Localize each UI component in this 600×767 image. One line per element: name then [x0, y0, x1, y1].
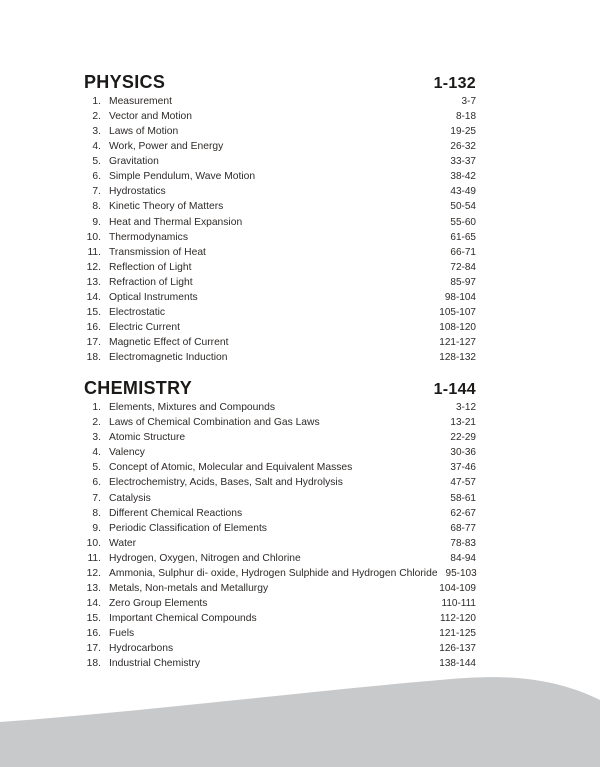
chapter-number: 13.	[86, 276, 101, 288]
section-page-range: 1-132	[433, 75, 476, 92]
chapter-row	[84, 154, 476, 169]
chapter-row	[84, 290, 476, 305]
chapter-number: 5.	[92, 156, 101, 168]
chapter-page-range: 55-60	[450, 216, 476, 228]
chapter-page-range: 78-83	[450, 537, 476, 549]
chapter-page-range: 62-67	[450, 507, 476, 519]
chapter-page-range: 22-29	[450, 432, 476, 444]
chapter-number: 7.	[92, 186, 101, 198]
chapter-title: Simple Pendulum, Wave Motion	[109, 171, 256, 183]
chapter-number: 10.	[86, 537, 101, 549]
chapter-row	[84, 475, 476, 490]
bottom-swoosh-decoration	[0, 667, 600, 767]
chapter-row	[84, 260, 476, 275]
chapter-row	[84, 551, 476, 566]
chapter-title: Hydrostatics	[109, 186, 166, 198]
chapter-number: 7.	[92, 492, 101, 504]
chapter-title: Valency	[109, 447, 145, 459]
chapter-page-range: 85-97	[450, 276, 476, 288]
chapter-title: Laws of Motion	[109, 126, 179, 138]
section-header	[84, 378, 476, 400]
swoosh-shape	[0, 677, 600, 767]
chapter-page-range: 98-104	[444, 291, 476, 303]
chapter-number: 18.	[86, 352, 101, 364]
chapter-number: 6.	[92, 477, 101, 489]
chapter-page-range: 47-57	[450, 477, 476, 489]
chapter-page-range: 112-120	[440, 613, 476, 624]
chapter-title: Metals, Non-metals and Metallurgy	[109, 582, 269, 594]
chapter-number: 15.	[86, 306, 101, 318]
chapter-title: Elements, Mixtures and Compounds	[109, 402, 275, 414]
chapter-page-range: 138-144	[439, 658, 476, 670]
section-title: PHYSICS	[84, 72, 166, 92]
chapter-row	[84, 275, 476, 290]
chapter-number: 6.	[92, 171, 101, 183]
chapter-page-range: 68-77	[450, 522, 476, 534]
chapter-page-range: 72-84	[450, 261, 476, 273]
chapter-page-range: 121-127	[439, 337, 476, 348]
section-header	[84, 72, 476, 94]
chapter-number: 13.	[86, 582, 101, 594]
chapter-number: 14.	[86, 291, 101, 303]
chapter-page-range: 95-103	[445, 567, 477, 579]
chapter-title: Electrochemistry, Acids, Bases, Salt and Hydrolysis	[109, 477, 343, 489]
chapter-number: 9.	[92, 216, 101, 228]
chapter-number: 8.	[92, 507, 101, 519]
chapter-title: Important Chemical Compounds	[109, 613, 257, 624]
chapter-page-range: 38-42	[450, 171, 476, 183]
chapter-title: Hydrocarbons	[109, 643, 174, 655]
chapter-page-range: 58-61	[450, 492, 476, 504]
chapter-number: 16.	[86, 321, 101, 333]
chapter-row	[84, 641, 476, 656]
chapter-page-range: 26-32	[450, 141, 476, 153]
chapter-title: Gravitation	[109, 156, 159, 168]
chapter-page-range: 37-46	[450, 462, 476, 474]
chapter-page-range: 121-125	[439, 628, 476, 640]
chapter-title: Reflection of Light	[109, 261, 192, 273]
chapter-page-range: 104-109	[439, 582, 476, 594]
chapter-page-range: 50-54	[450, 201, 476, 213]
chapter-page-range: 105-107	[439, 306, 476, 318]
chapter-row	[84, 245, 476, 260]
chapter-title: Kinetic Theory of Matters	[109, 201, 224, 213]
chapter-row	[84, 124, 476, 139]
chapter-row	[84, 335, 476, 350]
chapter-number: 12.	[86, 567, 101, 579]
chapter-number: 14.	[86, 597, 101, 609]
section-title: CHEMISTRY	[84, 378, 193, 399]
chapter-number: 2.	[92, 417, 101, 429]
chapter-page-range: 66-71	[450, 246, 476, 258]
chapter-title: Measurement	[109, 96, 172, 107]
chapter-row	[84, 566, 476, 581]
chapter-row	[84, 536, 476, 551]
chapter-page-range: 110-111	[441, 597, 476, 609]
chapter-number: 11.	[87, 246, 101, 258]
chapter-page-range: 61-65	[450, 231, 476, 243]
chapter-title: Zero Group Elements	[109, 597, 208, 609]
chapter-row	[84, 230, 476, 245]
chapter-title: Transmission of Heat	[109, 246, 206, 258]
chapter-row	[84, 305, 476, 320]
chapter-row	[84, 506, 476, 521]
chapter-row	[84, 215, 476, 230]
chapter-row	[84, 94, 476, 109]
chapter-row	[84, 430, 476, 445]
chapter-number: 15.	[86, 613, 101, 624]
chapter-number: 1.	[92, 402, 101, 414]
chapter-page-range: 128-132	[439, 352, 476, 364]
chapter-number: 18.	[86, 658, 101, 670]
toc-section	[84, 72, 476, 365]
chapter-title: Industrial Chemistry	[109, 658, 200, 670]
chapter-title: Heat and Thermal Expansion	[109, 216, 243, 228]
chapter-number: 3.	[92, 126, 101, 138]
chapter-row	[84, 350, 476, 365]
chapter-row	[84, 320, 476, 335]
toc-section	[84, 378, 476, 671]
chapter-title: Optical Instruments	[109, 291, 198, 303]
chapter-title: Work, Power and Energy	[109, 141, 224, 153]
chapter-row	[84, 184, 476, 199]
chapter-title: Catalysis	[109, 492, 151, 504]
chapter-number: 5.	[92, 462, 101, 474]
chapter-title: Magnetic Effect of Current	[109, 337, 229, 348]
chapter-title: Water	[109, 537, 137, 549]
toc	[84, 72, 476, 671]
chapter-title: Hydrogen, Oxygen, Nitrogen and Chlorine	[109, 552, 301, 564]
chapter-number: 10.	[86, 231, 101, 243]
chapter-number: 16.	[86, 628, 101, 640]
chapter-row	[84, 415, 476, 430]
chapter-number: 11.	[87, 552, 101, 564]
chapter-list	[84, 400, 476, 671]
chapter-number: 17.	[86, 643, 101, 655]
chapter-page-range: 19-25	[450, 126, 476, 138]
chapter-number: 17.	[86, 337, 101, 348]
chapter-number: 3.	[92, 432, 101, 444]
chapter-page-range: 8-18	[455, 111, 476, 123]
chapter-row	[84, 460, 476, 475]
chapter-title: Periodic Classification of Elements	[109, 522, 267, 534]
chapter-page-range: 108-120	[439, 321, 476, 333]
chapter-row	[84, 596, 476, 611]
chapter-row	[84, 521, 476, 536]
chapter-title: Different Chemical Reactions	[109, 507, 243, 519]
chapter-row	[84, 169, 476, 184]
chapter-page-range: 84-94	[450, 552, 476, 564]
chapter-number: 9.	[92, 522, 101, 534]
chapter-title: Atomic Structure	[109, 432, 186, 444]
chapter-title: Refraction of Light	[109, 276, 193, 288]
chapter-number: 2.	[92, 111, 101, 123]
chapter-page-range: 13-21	[450, 417, 476, 429]
chapter-page-range: 3-12	[455, 402, 476, 414]
chapter-page-range: 33-37	[450, 156, 476, 168]
chapter-row	[84, 139, 476, 154]
chapter-title: Laws of Chemical Combination and Gas Laws	[109, 417, 320, 429]
chapter-title: Vector and Motion	[109, 111, 192, 123]
chapter-page-range: 126-137	[439, 643, 476, 655]
chapter-number: 12.	[86, 261, 101, 273]
chapter-title: Ammonia, Sulphur di- oxide, Hydrogen Sulphide and Hydrogen Chloride	[109, 567, 438, 579]
chapter-row	[84, 626, 476, 641]
chapter-row	[84, 445, 476, 460]
chapter-row	[84, 581, 476, 596]
section-page-range: 1-144	[433, 381, 476, 399]
chapter-row	[84, 400, 476, 415]
chapter-row	[84, 611, 476, 626]
chapter-title: Electromagnetic Induction	[109, 352, 228, 364]
chapter-number: 8.	[92, 201, 101, 213]
chapter-page-range: 43-49	[450, 186, 476, 198]
chapter-row	[84, 199, 476, 214]
chapter-row	[84, 109, 476, 124]
chapter-page-range: 30-36	[450, 447, 476, 459]
chapter-title: Fuels	[109, 628, 135, 640]
chapter-title: Electric Current	[109, 321, 180, 333]
chapter-title: Thermodynamics	[109, 231, 188, 243]
chapter-number: 1.	[92, 96, 101, 107]
chapter-number: 4.	[92, 141, 101, 153]
chapter-row	[84, 491, 476, 506]
chapter-number: 4.	[92, 447, 101, 459]
chapter-title: Electrostatic	[109, 306, 166, 318]
chapter-list	[84, 94, 476, 365]
chapter-page-range: 3-7	[461, 96, 476, 107]
chapter-title: Concept of Atomic, Molecular and Equivalent Masses	[109, 462, 353, 474]
